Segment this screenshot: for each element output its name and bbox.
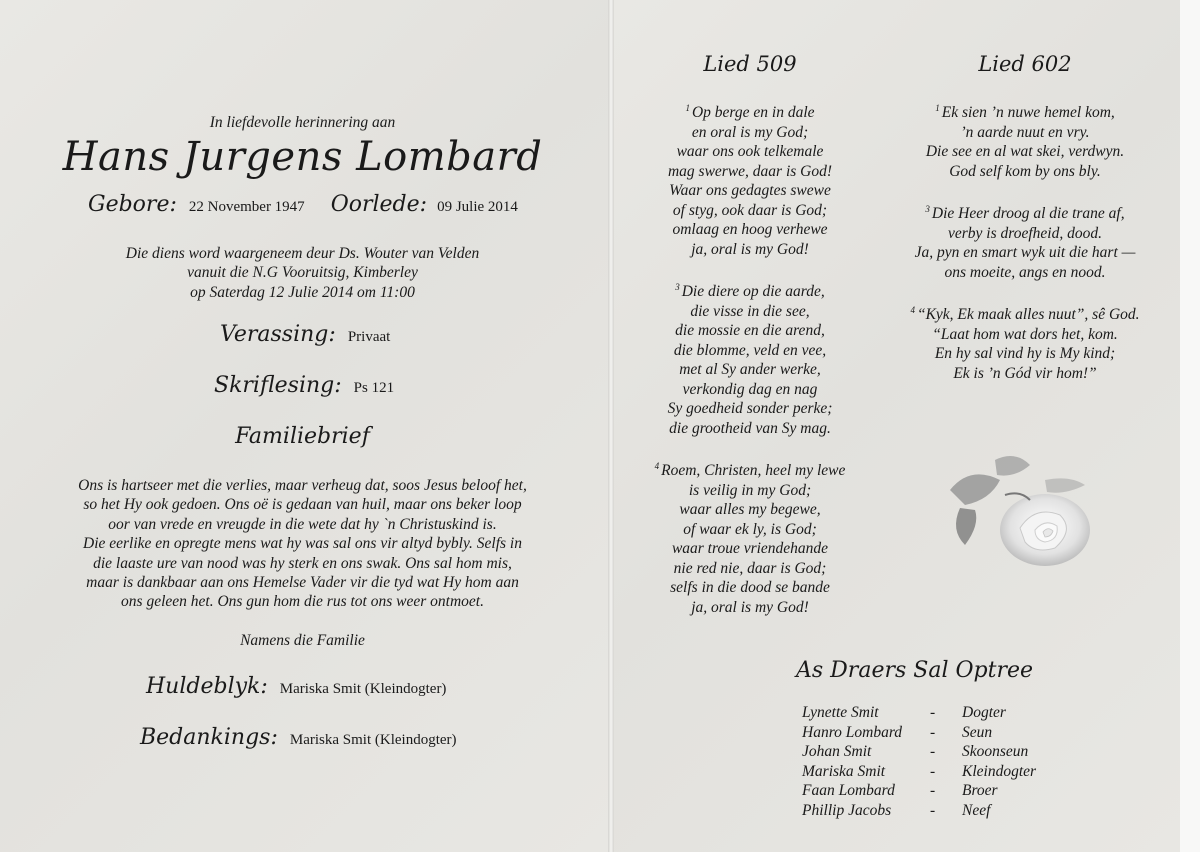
table-row	[802, 724, 1036, 744]
bearer-name: Mariska Smit	[802, 762, 886, 780]
thanks-line	[140, 725, 457, 750]
bearers-title: As Draers Sal Optree	[796, 658, 1033, 683]
family-letter-title: Familiebrief	[235, 424, 370, 449]
verse-line: waar ons ook telkemale	[676, 143, 824, 160]
reading-label: Skriflesing:	[214, 373, 342, 398]
bearer-name: Hanro Lombard	[802, 723, 903, 741]
verse-line: verkondig dag en nag	[682, 380, 818, 398]
born-value: 22 November 1947	[188, 199, 305, 215]
letter-line: maar is dankbaar aan ons Hemelse Vader vir die tyd wat Hy hom aan	[86, 574, 519, 592]
stanza-number: 1	[685, 103, 690, 113]
thanks-value: Mariska Smit (Kleindogter)	[289, 732, 457, 748]
service-line: vanuit die N.G Vooruitsig, Kimberley	[187, 264, 418, 282]
hymn-602-stanza	[890, 301, 1160, 383]
born-label: Gebore:	[88, 192, 177, 217]
bearer-separator: -	[930, 801, 936, 819]
verse-line: Waar ons gedagtes swewe	[669, 182, 831, 199]
bearer-name: Lynette Smit	[802, 704, 879, 721]
letter-line: oor van vrede en vreugde in die wete dat hy `n Christuskind is.	[108, 515, 497, 533]
stanza-number: 4	[654, 461, 660, 471]
bearer-name: Phillip Jacobs	[802, 801, 892, 819]
bearer-relation: Broer	[962, 782, 998, 800]
intro-text: In liefdevolle herinnering aan	[209, 114, 396, 131]
service-info	[0, 244, 605, 302]
scan-edge	[1180, 0, 1200, 852]
cremation-label: Verassing:	[220, 322, 336, 347]
service-line: op Saterdag 12 Julie 2014 om 11:00	[190, 283, 415, 301]
verse-line: omlaag en hoog verhewe	[672, 221, 828, 238]
dates-line	[88, 192, 518, 217]
rose-icon	[935, 450, 1105, 570]
tribute-value: Mariska Smit (Kleindogter)	[279, 681, 447, 697]
verse-line: Ja, pyn en smart wyk uit die hart —	[914, 244, 1136, 261]
verse-line: of waar ek ly, is God;	[683, 520, 817, 538]
verse-line: $^1$ Ek sien ’n nuwe hemel kom,	[935, 103, 1115, 121]
verse-line: “Laat hom wat dors het, kom.	[932, 325, 1118, 343]
hymn-509	[630, 99, 870, 636]
table-row	[802, 782, 1036, 802]
table-row	[802, 802, 1036, 822]
verse-line: ja, oral is my God!	[691, 240, 809, 258]
bearer-name: Johan Smit	[802, 743, 872, 761]
bearer-relation: Seun	[962, 723, 993, 741]
table-row	[802, 704, 1036, 724]
stanza-number: 4	[910, 305, 915, 315]
verse-line: met al Sy ander werke,	[679, 361, 821, 378]
cremation-value: Privaat	[347, 329, 391, 345]
letter-line: ons geleen het. Ons gun hom die rus tot ons weer ontmoet.	[121, 593, 484, 611]
bearer-separator: -	[930, 782, 936, 800]
verse-line: $^4$ Roem, Christen, heel my lewe	[654, 461, 846, 479]
hymn-509-stanza	[630, 457, 870, 617]
bearers-table	[802, 704, 1036, 822]
verse-line: ons moeite, angs en nood.	[944, 263, 1106, 281]
thanks-label: Bedankings:	[140, 725, 278, 750]
letter-line: Die eerlike en opregte mens wat hy was sal ons vir altyd bybly. Selfs in	[83, 535, 522, 553]
verse-line: Ek is ’n Gód vir hom!”	[953, 364, 1097, 382]
verse-line: En hy sal vind hy is My kind;	[934, 345, 1116, 362]
tribute-line	[146, 674, 446, 699]
reading-line	[214, 373, 394, 398]
verse-line: die mossie en die arend,	[675, 322, 825, 339]
letter-line: die laaste ure van nood was hy sterk en ons swak. Ons sal hom mis,	[93, 554, 512, 572]
hymn-509-title: Lied 509	[703, 52, 797, 76]
verse-line: God self kom by ons bly.	[949, 162, 1101, 180]
verse-line: die blomme, veld en vee,	[673, 341, 827, 359]
verse-line: $^1$ Op berge en in dale	[685, 103, 815, 121]
verse-line: waar alles my begewe,	[679, 501, 821, 518]
verse-line: mag swerwe, daar is God!	[667, 162, 833, 180]
page-fold	[608, 0, 614, 852]
died-value: 09 Julie 2014	[437, 199, 518, 215]
stanza-number: 3	[675, 282, 680, 292]
hymn-602-title: Lied 602	[978, 52, 1072, 76]
deceased-name: Hans Jurgens Lombard	[62, 134, 543, 180]
verse-line: Die see en al wat skei, verdwyn.	[925, 143, 1125, 160]
letter-line: Ons is hartseer met die verlies, maar verheug dat, soos Jesus beloof het,	[78, 477, 527, 494]
stanza-number: 3	[925, 204, 930, 214]
bearer-relation: Neef	[962, 801, 991, 819]
bearer-separator: -	[930, 723, 936, 741]
verse-line: en oral is my God;	[691, 123, 809, 141]
verse-line: waar troue vriendehande	[671, 540, 829, 557]
table-row	[802, 763, 1036, 783]
died-label: Oorlede:	[330, 192, 428, 217]
verse-line: die grootheid van Sy mag.	[669, 419, 831, 437]
verse-line: $^3$ Die diere op die aarde,	[675, 282, 825, 300]
verse-line: nie red nie, daar is God;	[673, 559, 827, 577]
letter-line: so het Hy ook gedoen. Ons oë is gedaan van huil, maar ons beker loop	[83, 496, 522, 514]
verse-line: Sy goedheid sonder perke;	[667, 400, 833, 417]
cremation-line	[220, 322, 390, 347]
bearer-relation: Dogter	[962, 704, 1006, 721]
hymn-509-stanza	[630, 99, 870, 259]
family-letter	[20, 476, 585, 612]
bearer-separator: -	[930, 743, 936, 761]
hymn-602-stanza	[890, 99, 1160, 181]
verse-line: $^4$ “Kyk, Ek maak alles nuut”, sê God.	[910, 305, 1140, 323]
bearer-separator: -	[930, 762, 936, 780]
verse-line: ja, oral is my God!	[691, 598, 809, 616]
bearer-separator: -	[930, 704, 936, 721]
verse-line: die visse in die see,	[690, 302, 810, 320]
table-row	[802, 743, 1036, 763]
bearer-relation: Kleindogter	[962, 762, 1037, 780]
stanza-number: 1	[935, 103, 940, 113]
verse-line: $^3$ Die Heer droog al die trane af,	[925, 204, 1125, 222]
verse-line: of styg, ook daar is God;	[672, 201, 828, 219]
bearer-relation: Skoonseun	[962, 743, 1029, 761]
tribute-label: Huldeblyk:	[146, 674, 268, 699]
verse-line: verby is droefheid, dood.	[948, 224, 1102, 242]
hymn-602	[890, 99, 1160, 402]
reading-value: Ps 121	[353, 380, 395, 396]
bearer-name: Faan Lombard	[802, 782, 895, 800]
hymn-602-stanza	[890, 200, 1160, 282]
hymn-509-stanza	[630, 278, 870, 438]
signoff: Namens die Familie	[240, 632, 365, 649]
verse-line: ’n aarde nuut en vry.	[960, 123, 1090, 141]
verse-line: is veilig in my God;	[688, 481, 812, 499]
service-line: Die diens word waargeneem deur Ds. Wouter van Velden	[125, 245, 480, 262]
verse-line: selfs in die dood se bande	[670, 579, 830, 596]
